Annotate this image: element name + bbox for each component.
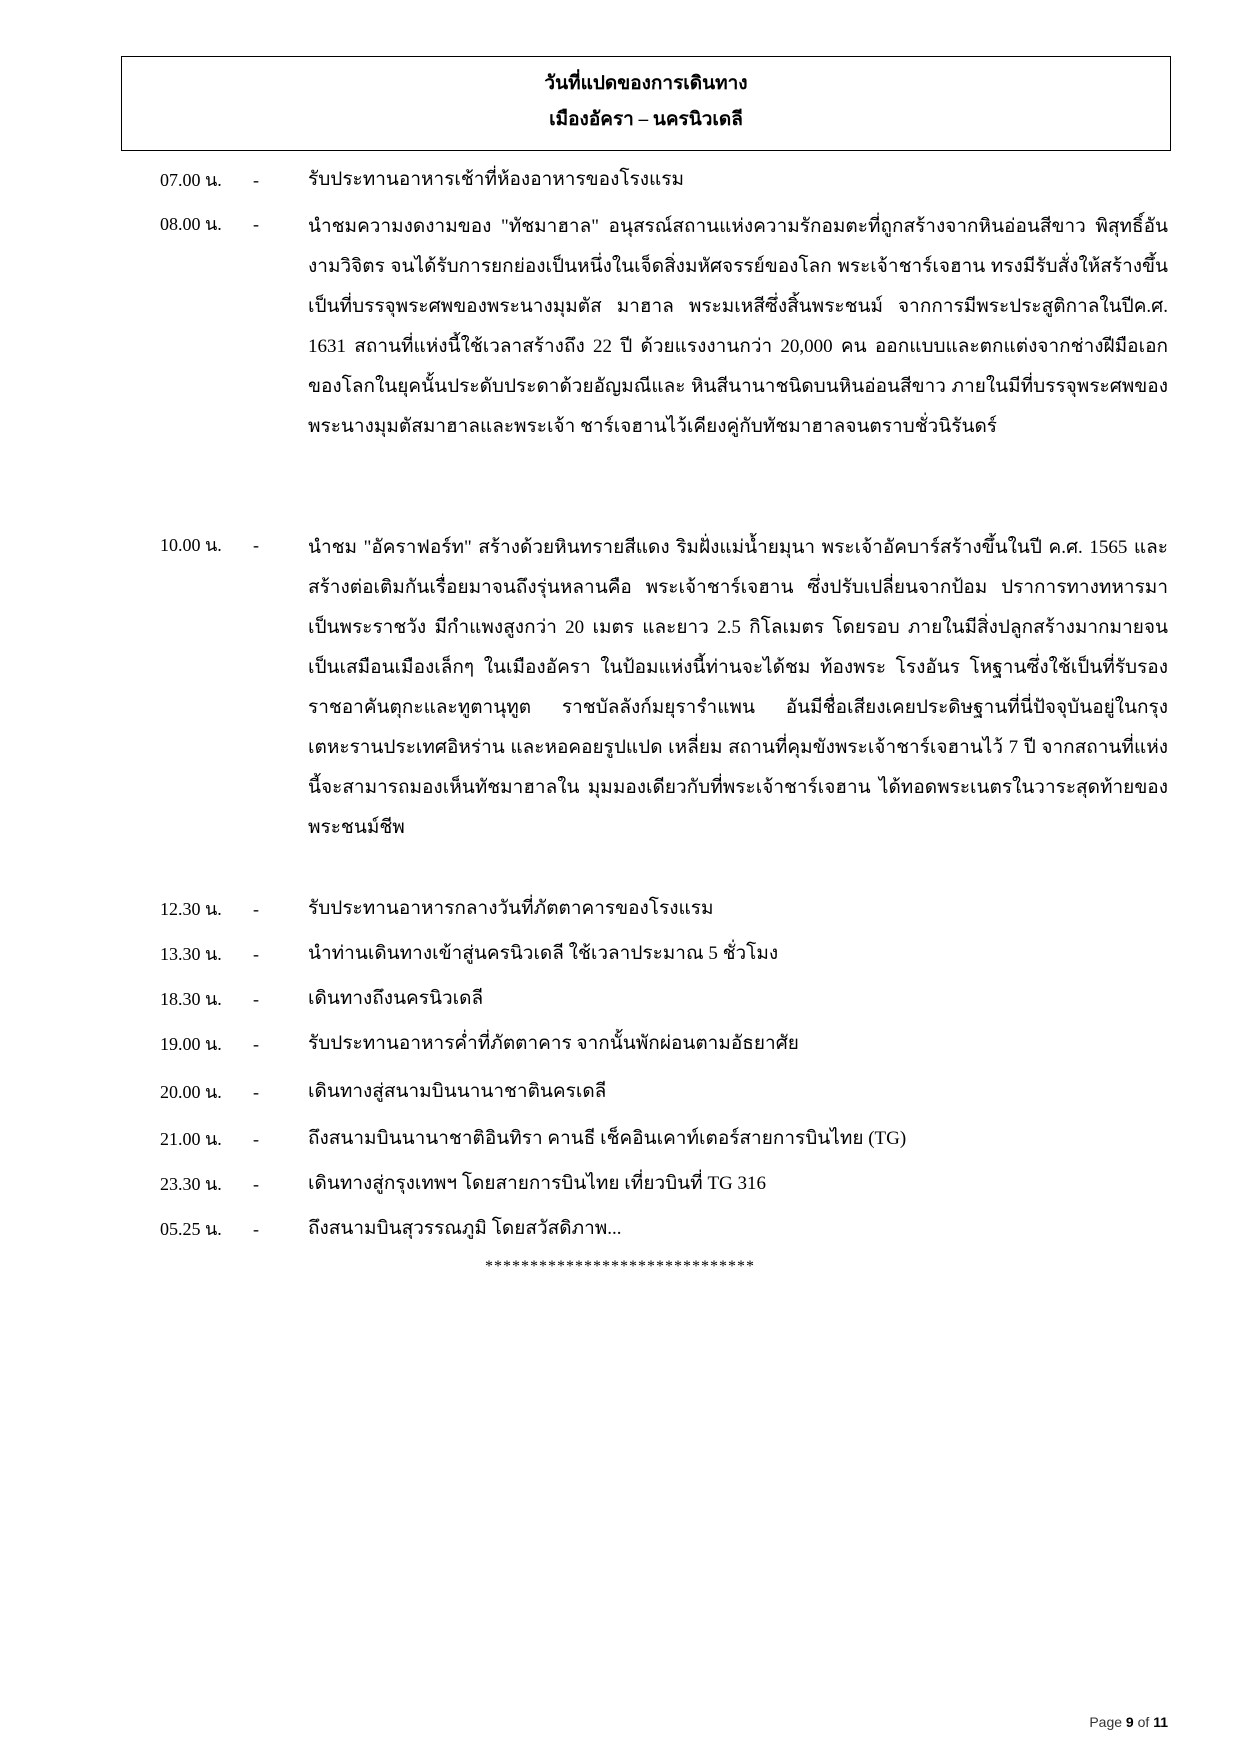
page-footer bbox=[1089, 1714, 1168, 1730]
entry-description: เดินทางสู่กรุงเทพฯ โดยสายการบินไทย เที่ยวบินที่ TG 316 bbox=[308, 1173, 767, 1194]
entry-time: 20.00 น. bbox=[160, 1082, 222, 1102]
entry-dash: - bbox=[253, 944, 259, 964]
entry-description: ถึงสนามบินนานาชาติอินทิรา คานธี เช็คอินเคาท์เตอร์สายการบินไทย (TG) bbox=[308, 1128, 907, 1149]
entry-time: 13.30 น. bbox=[160, 944, 222, 964]
entry-dash: - bbox=[253, 899, 259, 919]
entry-description: นำท่านเดินทางเข้าสู่นครนิวเดลี ใช้เวลาประมาณ 5 ชั่วโมง bbox=[308, 943, 779, 964]
day-title: วันที่แปดของการเดินทาง bbox=[544, 73, 748, 94]
entry-dash: - bbox=[253, 1219, 259, 1239]
entry-time: 05.25 น. bbox=[160, 1219, 222, 1239]
entry-dash: - bbox=[253, 1174, 259, 1194]
entry-description: รับประทานอาหารกลางวันที่ภัตตาคารของโรงแรม bbox=[308, 898, 714, 919]
entry-dash: - bbox=[253, 214, 259, 234]
entry-time: 23.30 น. bbox=[160, 1174, 222, 1194]
entry-dash: - bbox=[253, 535, 259, 555]
entry-time: 19.00 น. bbox=[160, 1034, 222, 1054]
route-title: เมืองอัครา – นครนิวเดลี bbox=[549, 109, 743, 130]
entry-description: รับประทานอาหารเช้าที่ห้องอาหารของโรงแรม bbox=[308, 169, 685, 190]
entry-dash: - bbox=[253, 1129, 259, 1149]
end-separator: ****************************** bbox=[485, 1258, 755, 1275]
entry-dash: - bbox=[253, 1034, 259, 1054]
entry-time: 12.30 น. bbox=[160, 899, 222, 919]
entry-description: นำชม "อัคราฟอร์ท" สร้างด้วยหินทรายสีแดง ริมฝั่งแม่น้ำยมุนา พระเจ้าอัคบาร์สร้างขึ้นในปี ค.ศ. 1565 และสร้างต่อเติมกันเรื่อยมาจนถึงรุ่นหลานคือ พระเจ้าชาร์เจฮาน ซึ่งปรับเปลี่ยนจากป้อม ปราการทางทหารมาเป็นพระราชวัง มีกำแพงสูงกว่า 20 เมตร และยาว 2.5 กิโลเมตร โดยรอบ ภายในมีสิ่งปลูกสร้างมากมายจนเป็นเสมือนเมืองเล็กๆ ในเมืองอัครา ในป้อมแห่งนี้ท่านจะได้ชม ท้องพระ โรงอันร โหฐานซึ่งใช้เป็นที่รับรองราชอาคันตุกะและทูตานุทูต ราชบัลลังก์มยุรารำแพน อันมีชื่อเสียงเคยประดิษฐานที่นี่ปัจจุบันอยู่ในกรุงเตหะรานประเทศอิหร่าน และหอคอยรูปแปด เหลี่ยม สถานที่คุมขังพระเจ้าชาร์เจฮานไว้ 7 ปี จากสถานที่แห่งนี้จะสามารถมองเห็นทัชมาฮาลใน มุมมองเดียวกับที่พระเจ้าชาร์เจฮาน ได้ทอดพระเนตรในวาระสุดท้ายของพระชนม์ชีพ bbox=[308, 537, 1168, 838]
entry-dash: - bbox=[253, 1082, 259, 1102]
page-number: 9 bbox=[1125, 1714, 1134, 1730]
entry-time: 18.30 น. bbox=[160, 989, 222, 1009]
entry-description: รับประทานอาหารค่ำที่ภัตตาคาร จากนั้นพักผ่อนตามอัธยาศัย bbox=[308, 1033, 799, 1054]
entry-time: 21.00 น. bbox=[160, 1129, 222, 1149]
entry-description: เดินทางสู่สนามบินนานาชาตินครเดลี bbox=[308, 1081, 607, 1102]
day-header-box bbox=[121, 56, 1171, 151]
entry-dash: - bbox=[253, 170, 259, 190]
entry-description: นำชมความงดงามของ "ทัชมาฮาล" อนุสรณ์สถานแห่งความรักอมตะที่ถูกสร้างจากหินอ่อนสีขาว พิสุทธิ์อันงามวิจิตร จนได้รับการยกย่องเป็นหนึ่งในเจ็ดสิ่งมหัศจรรย์ของโลก พระเจ้าชาร์เจฮาน ทรงมีรับสั่งให้สร้างขึ้นเป็นที่บรรจุพระศพของพระนางมุมตัส มาฮาล พระมเหสีซึ่งสิ้นพระชนม์ จากการมีพระประสูติกาลในปีค.ศ. 1631 สถานที่แห่งนี้ใช้เวลาสร้างถึง 22 ปี ด้วยแรงงานกว่า 20,000 คน ออกแบบและตกแต่งจากช่างฝีมือเอกของโลกในยุคนั้นประดับประดาด้วยอัญมณีและ หินสีนานาชนิดบนหินอ่อนสีขาว ภายในมีที่บรรจุพระศพของพระนางมุมตัสมาฮาลและพระเจ้า ชาร์เจฮานไว้เคียงคู่กับทัชมาฮาลจนตราบชั่วนิรันดร์ bbox=[308, 216, 1168, 437]
total-pages: 11 bbox=[1153, 1714, 1168, 1730]
entry-dash: - bbox=[253, 989, 259, 1009]
entry-time: 08.00 น. bbox=[160, 214, 222, 234]
page-prefix: Page bbox=[1089, 1714, 1123, 1730]
page-of: of bbox=[1137, 1714, 1150, 1730]
entry-time: 07.00 น. bbox=[160, 170, 222, 190]
entry-description: ถึงสนามบินสุวรรณภูมิ โดยสวัสดิภาพ... bbox=[308, 1218, 622, 1239]
entry-description: เดินทางถึงนครนิวเดลี bbox=[308, 988, 484, 1009]
entry-time: 10.00 น. bbox=[160, 535, 222, 555]
